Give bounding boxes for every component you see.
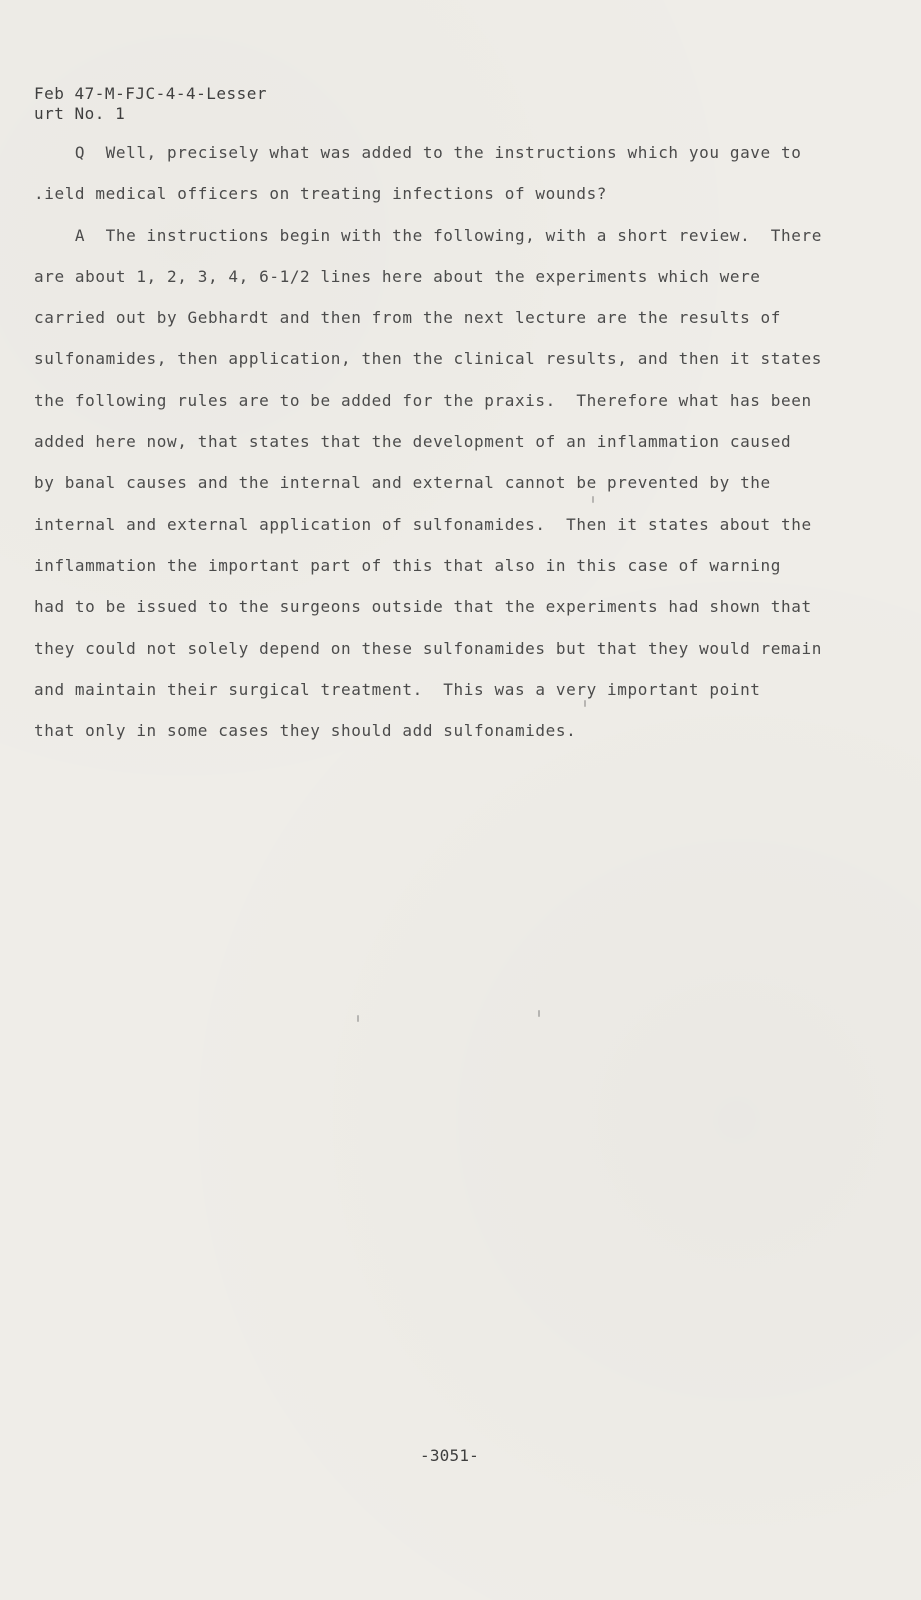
page-number: -3051- <box>420 1446 479 1465</box>
text-line: that only in some cases they should add sulfonamides. <box>34 721 577 741</box>
paper-speck <box>584 700 586 707</box>
document-header <box>34 84 267 124</box>
text-line: and maintain their surgical treatment. This was a very important point <box>34 679 761 699</box>
text-line: they could not solely depend on these sulfonamides but that they would remain <box>34 638 822 658</box>
header-line-1: Feb 47-M-FJC-4-4-Lesser <box>34 84 268 103</box>
text-line: A The instructions begin with the following, with a short review. There <box>34 225 822 245</box>
text-line: the following rules are to be added for the praxis. Therefore what has been <box>34 390 812 410</box>
text-line: inflammation the important part of this that also in this case of warning <box>34 555 781 575</box>
text-line: .ield medical officers on treating infections of wounds? <box>34 184 608 204</box>
text-line: Q Well, precisely what was added to the instructions which you gave to <box>34 143 802 162</box>
paper-speck <box>538 1010 540 1017</box>
paper-speck <box>592 496 594 503</box>
text-line: by banal causes and the internal and external cannot be prevented by the <box>34 473 771 493</box>
paper-speck <box>357 1015 359 1022</box>
text-line: added here now, that states that the development of an inflammation caused <box>34 432 792 452</box>
text-line: had to be issued to the surgeons outside that the experiments had shown that <box>34 597 812 617</box>
text-line: sulfonamides, then application, then the clinical results, and then it states <box>34 349 822 369</box>
text-line: internal and external application of sulfonamides. Then it states about the <box>34 514 812 534</box>
header-line-2: urt No. 1 <box>34 104 126 123</box>
transcript-body <box>34 132 894 751</box>
text-line: are about 1, 2, 3, 4, 6-1/2 lines here about the experiments which were <box>34 266 761 286</box>
text-line: carried out by Gebhardt and then from the next lecture are the results of <box>34 308 781 328</box>
